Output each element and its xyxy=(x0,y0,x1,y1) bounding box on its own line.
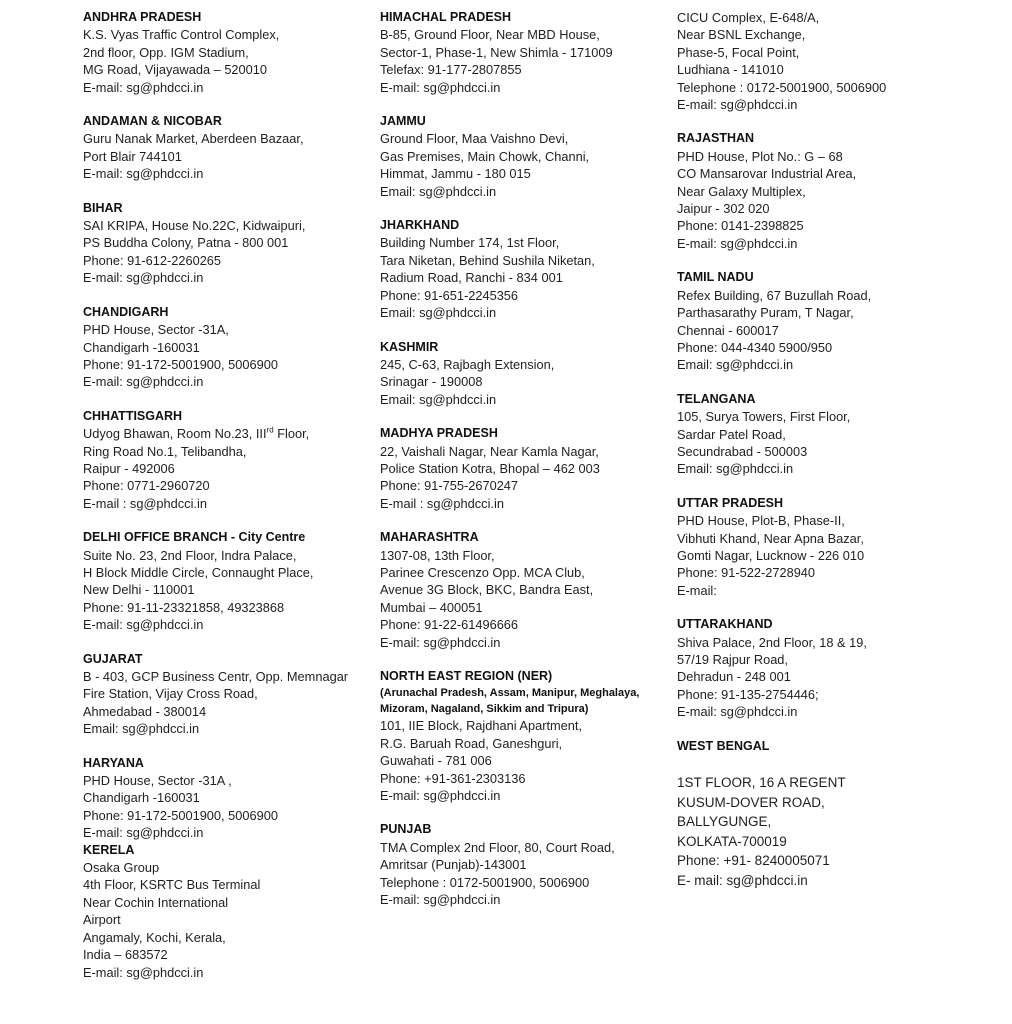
address-line: Near Cochin International xyxy=(83,894,229,910)
email-line: E-mail: sg@phdcci.in xyxy=(83,166,204,182)
address-line: Chandigarh -160031 xyxy=(83,339,200,355)
address-line: Shiva Palace, 2nd Floor, 18 & 19, xyxy=(677,634,867,650)
address-line: BALLYGUNGE, xyxy=(677,814,772,830)
office-maharashtra xyxy=(380,529,670,651)
email-line: E-mail: sg@phdcci.in xyxy=(83,79,204,95)
office-name: HIMACHAL PRADESH xyxy=(380,10,512,24)
address-line: Jaipur - 302 020 xyxy=(677,201,770,217)
address-line: Amritsar (Punjab)-143001 xyxy=(380,857,527,873)
email-line: Email: sg@phdcci.in xyxy=(83,721,200,737)
address-line: Raipur - 492006 xyxy=(83,460,175,476)
email-line: E-mail: sg@phdcci.in xyxy=(677,97,798,113)
address-line: Dehradun - 248 001 xyxy=(677,669,791,685)
email-line: E-mail: sg@phdcci.in xyxy=(677,704,798,720)
address-line: Guwahati - 781 006 xyxy=(380,753,492,769)
email-line: E-mail: sg@phdcci.in xyxy=(83,964,204,980)
address-line: Police Station Kotra, Bhopal – 462 003 xyxy=(380,460,600,476)
phone-line: Telefax: 91-177-2807855 xyxy=(380,62,522,78)
phone-line: Phone: 91-135-2754446; xyxy=(677,686,819,702)
address-line: Guru Nanak Market, Aberdeen Bazaar, xyxy=(83,131,304,147)
address-line: Udyog Bhawan, Room No.23, IIIrd Floor, xyxy=(83,425,310,442)
email-line: E-mail: sg@phdcci.in xyxy=(83,270,204,286)
address-line: 1ST FLOOR, 16 A REGENT xyxy=(677,775,846,791)
address-line: Parthasarathy Puram, T Nagar, xyxy=(677,305,854,321)
office-punjab-ludhiana xyxy=(677,9,977,113)
address-line: PHD House, Sector -31A, xyxy=(83,322,229,338)
address-line: 105, Surya Towers, First Floor, xyxy=(677,409,851,425)
address-line: New Delhi - 110001 xyxy=(83,582,195,598)
email-line: E-mail: sg@phdcci.in xyxy=(83,374,204,390)
email-line: Email: sg@phdcci.in xyxy=(380,305,497,321)
email-line: E-mail: sg@phdcci.in xyxy=(380,788,501,804)
office-jharkhand xyxy=(380,217,670,321)
address-line: 22, Vaishali Nagar, Near Kamla Nagar, xyxy=(380,443,599,459)
office-name: MADHYA PRADESH xyxy=(380,426,498,441)
directory-column-1 xyxy=(83,9,373,981)
office-chandigarh xyxy=(83,304,373,391)
address-line: CICU Complex, E-648/A, xyxy=(677,10,820,25)
address-line: Building Number 174, 1st Floor, xyxy=(380,235,560,251)
office-punjab xyxy=(380,821,670,908)
office-uttar-pradesh xyxy=(677,495,977,599)
office-name: ANDAMAN & NICOBAR xyxy=(83,114,222,129)
directory-column-2 xyxy=(380,9,670,908)
email-line: E-mail: sg@phdcci.in xyxy=(677,235,798,251)
office-name: DELHI OFFICE BRANCH - City Centre xyxy=(83,530,306,545)
address-line: Osaka Group xyxy=(83,860,160,876)
address-line: Gas Premises, Main Chowk, Channi, xyxy=(380,148,590,164)
email-line: E-mail: sg@phdcci.in xyxy=(83,617,204,633)
phone-line: Phone: 91-522-2728940 xyxy=(677,565,816,581)
office-name: PUNJAB xyxy=(380,822,432,837)
office-tamil-nadu xyxy=(677,269,977,373)
email-line: Email: sg@phdcci.in xyxy=(677,357,794,373)
address-line: Radium Road, Ranchi - 834 001 xyxy=(380,270,563,286)
directory-column-3 xyxy=(677,9,977,890)
office-name: KASHMIR xyxy=(380,339,439,354)
address-line: 57/19 Rajpur Road, xyxy=(677,652,788,667)
address-line: Ring Road No.1, Telibandha, xyxy=(83,443,247,459)
address-line: 245, C-63, Rajbagh Extension, xyxy=(380,356,555,372)
email-line: E-mail: sg@phdcci.in xyxy=(83,825,204,841)
address-line: Parinee Crescenzo Opp. MCA Club, xyxy=(380,564,585,580)
address-line: R.G. Baruah Road, Ganeshguri, xyxy=(380,735,563,751)
office-west-bengal xyxy=(677,738,977,890)
office-haryana xyxy=(83,755,373,842)
address-line: Vibhuti Khand, Near Apna Bazar, xyxy=(677,530,864,546)
phone-line: Telephone : 0172-5001900, 5006900 xyxy=(677,79,887,95)
office-chhattisgarh xyxy=(83,408,373,512)
phone-line: Phone: 91-172-5001900, 5006900 xyxy=(83,356,278,372)
address-line: Avenue 3G Block, BKC, Bandra East, xyxy=(380,582,594,598)
address-line: Secundrabad - 500003 xyxy=(677,443,808,459)
office-name: CHHATTISGARH xyxy=(83,408,183,423)
email-line: Email: sg@phdcci.in xyxy=(380,391,497,407)
address-line: PHD House, Plot-B, Phase-II, xyxy=(677,513,845,529)
phone-line: Phone: 0771-2960720 xyxy=(83,478,210,494)
office-name: UTTARAKHAND xyxy=(677,617,773,632)
office-telangana xyxy=(677,391,977,478)
address-line: K.S. Vyas Traffic Control Complex, xyxy=(83,27,280,43)
address-line: PHD House, Plot No.: G – 68 xyxy=(677,148,843,164)
address-line: H Block Middle Circle, Connaught Place, xyxy=(83,564,314,580)
office-name: RAJASTHAN xyxy=(677,131,755,146)
address-line: Srinagar - 190008 xyxy=(380,374,483,390)
address-line: PS Buddha Colony, Patna - 800 001 xyxy=(83,235,289,251)
office-name: WEST BENGAL xyxy=(677,738,770,753)
office-name: NORTH EAST REGION (NER) xyxy=(380,669,553,683)
phone-line: Phone: 044-4340 5900/950 xyxy=(677,339,833,355)
email-line: E-mail: xyxy=(677,582,717,598)
address-line: PHD House, Sector -31A , xyxy=(83,773,232,789)
office-andaman-nicobar xyxy=(83,113,373,183)
address-line: Port Blair 744101 xyxy=(83,148,182,164)
phone-line: Phone: 91-651-2245356 xyxy=(380,287,519,303)
office-uttarakhand xyxy=(677,616,977,720)
address-line: B - 403, GCP Business Centr, Opp. Memnagar xyxy=(83,669,349,684)
office-bihar xyxy=(83,200,373,287)
email-line: Email: sg@phdcci.in xyxy=(380,183,497,199)
address-line: Airport xyxy=(83,912,121,928)
address-line: Sector-1, Phase-1, New Shimla - 171009 xyxy=(380,44,613,60)
address-line: Ahmedabad - 380014 xyxy=(83,703,207,719)
office-name: UTTAR PRADESH xyxy=(677,495,784,510)
office-name: ANDHRA PRADESH xyxy=(83,10,202,24)
office-north-east-region xyxy=(380,668,670,804)
email-line: E-mail: sg@phdcci.in xyxy=(380,79,501,95)
email-line: E-mail: sg@phdcci.in xyxy=(380,892,501,908)
office-delhi xyxy=(83,529,373,633)
phone-line: Phone: 0141-2398825 xyxy=(677,218,804,234)
address-line: Near Galaxy Multiplex, xyxy=(677,183,806,199)
address-line: Suite No. 23, 2nd Floor, Indra Palace, xyxy=(83,547,297,563)
email-line: Email: sg@phdcci.in xyxy=(677,461,794,477)
address-line: MG Road, Vijayawada – 520010 xyxy=(83,62,268,78)
office-name: BIHAR xyxy=(83,200,123,215)
email-line: E-mail: sg@phdcci.in xyxy=(380,634,501,650)
office-madhya-pradesh xyxy=(380,425,670,512)
phone-line: Phone: 91-22-61496666 xyxy=(380,617,519,633)
address-line: Gomti Nagar, Lucknow - 226 010 xyxy=(677,547,865,563)
office-name: MAHARASHTRA xyxy=(380,530,479,545)
office-name: HARYANA xyxy=(83,755,144,770)
address-line: TMA Complex 2nd Floor, 80, Court Road, xyxy=(380,839,615,855)
phone-line: Phone: 91-612-2260265 xyxy=(83,252,222,268)
phone-line: Phone: +91- 8240005071 xyxy=(677,853,830,869)
address-line: Fire Station, Vijay Cross Road, xyxy=(83,686,258,702)
address-line: B-85, Ground Floor, Near MBD House, xyxy=(380,27,600,43)
office-name: TAMIL NADU xyxy=(677,270,754,285)
address-line: India – 683572 xyxy=(83,947,168,963)
address-line: Tara Niketan, Behind Sushila Niketan, xyxy=(380,252,595,268)
address-line: Himmat, Jammu - 180 015 xyxy=(380,166,531,182)
office-gujarat xyxy=(83,651,373,738)
address-line: KOLKATA-700019 xyxy=(677,833,787,849)
address-line: KUSUM-DOVER ROAD, xyxy=(677,794,825,810)
phone-line: Phone: 91-755-2670247 xyxy=(380,478,519,494)
address-line: 2nd floor, Opp. IGM Stadium, xyxy=(83,44,249,60)
email-line: E- mail: sg@phdcci.in xyxy=(677,872,808,888)
office-name: GUJARAT xyxy=(83,651,143,666)
office-jammu xyxy=(380,113,670,200)
address-line: Sardar Patel Road, xyxy=(677,426,786,442)
address-line: CO Mansarovar Industrial Area, xyxy=(677,166,857,182)
address-line: 101, IIE Block, Rajdhani Apartment, xyxy=(380,718,583,734)
address-line: Refex Building, 67 Buzullah Road, xyxy=(677,287,872,303)
phone-line: Telephone : 0172-5001900, 5006900 xyxy=(380,874,590,890)
office-name: CHANDIGARH xyxy=(83,304,169,319)
phone-line: Phone: 91-11-23321858, 49323868 xyxy=(83,599,285,615)
address-line: SAI KRIPA, House No.22C, Kidwaipuri, xyxy=(83,218,306,234)
office-name: JHARKHAND xyxy=(380,218,460,233)
email-line: E-mail : sg@phdcci.in xyxy=(380,495,504,511)
office-name: TELANGANA xyxy=(677,391,756,406)
region-states: Mizoram, Nagaland, Sikkim and Tripura) xyxy=(380,703,589,716)
phone-line: Phone: +91-361-2303136 xyxy=(380,770,526,786)
address-line: Chennai - 600017 xyxy=(677,322,779,338)
address-line: 4th Floor, KSRTC Bus Terminal xyxy=(83,877,261,893)
phone-line: Phone: 91-172-5001900, 5006900 xyxy=(83,807,278,823)
office-kerela xyxy=(83,842,373,981)
address-line: Mumbai – 400051 xyxy=(380,599,483,615)
address-line: 1307-08, 13th Floor, xyxy=(380,547,495,563)
address-line: Angamaly, Kochi, Kerala, xyxy=(83,929,226,945)
region-states: (Arunachal Pradesh, Assam, Manipur, Meghalaya, xyxy=(380,687,640,700)
address-line: Ludhiana - 141010 xyxy=(677,62,784,78)
office-name: JAMMU xyxy=(380,114,426,129)
office-name: KERELA xyxy=(83,842,135,857)
office-andhra-pradesh xyxy=(83,9,373,96)
office-rajasthan xyxy=(677,130,977,252)
address-line: Ground Floor, Maa Vaishno Devi, xyxy=(380,131,569,147)
ordinal-suffix: rd xyxy=(266,425,274,435)
office-kashmir xyxy=(380,339,670,409)
office-himachal-pradesh xyxy=(380,9,670,96)
email-line: E-mail : sg@phdcci.in xyxy=(83,495,207,511)
address-line: Near BSNL Exchange, xyxy=(677,27,806,43)
address-line: Chandigarh -160031 xyxy=(83,790,200,806)
address-line: Phase-5, Focal Point, xyxy=(677,44,800,60)
